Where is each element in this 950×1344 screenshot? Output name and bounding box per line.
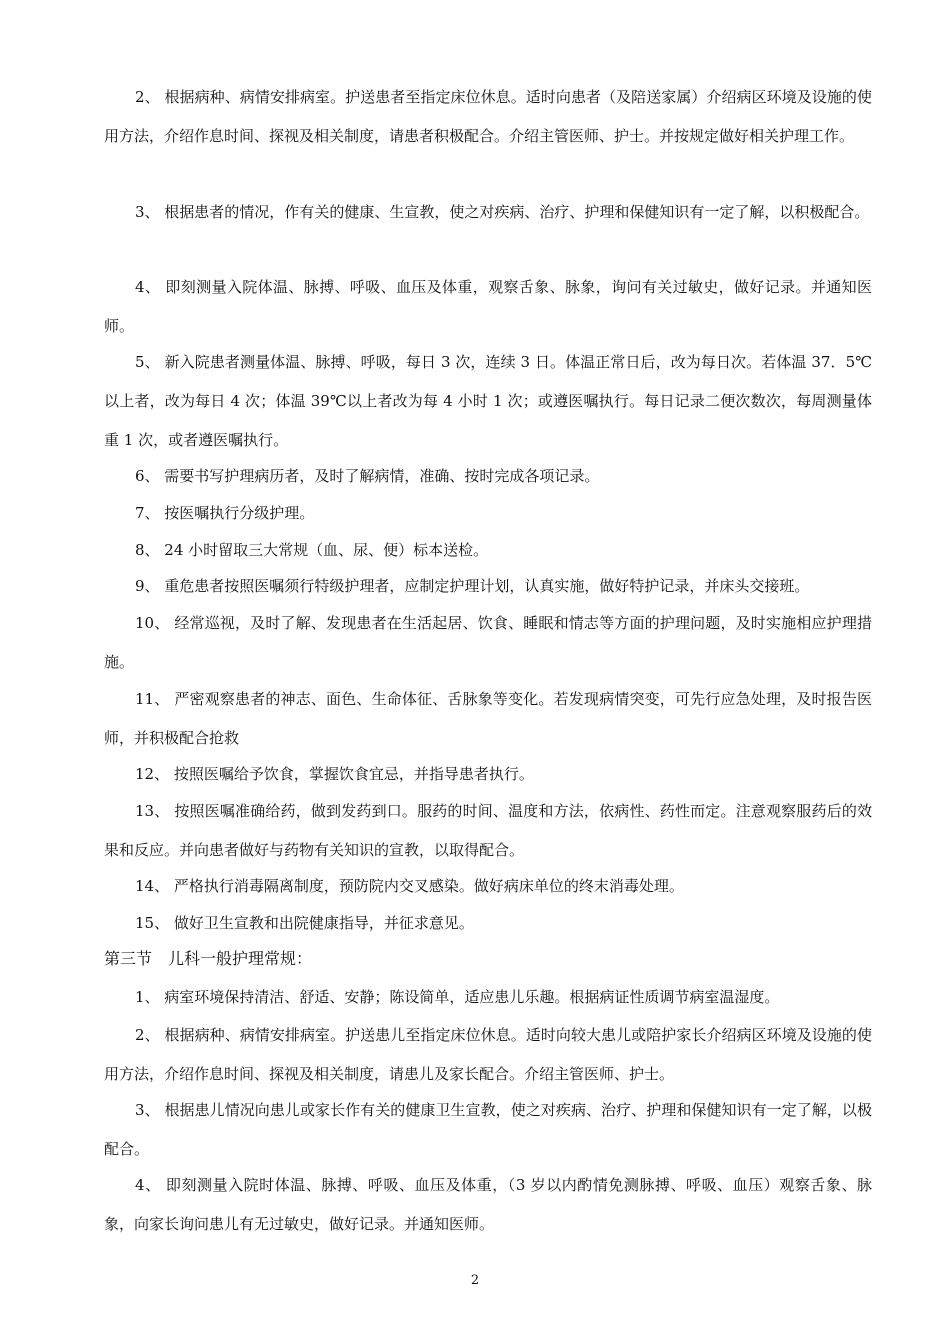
list-item: 4、 即刻测量入院体温、脉搏、呼吸、血压及体重，观察舌象、脉象，询问有关过敏史，做好记录。并通知医师。 bbox=[104, 278, 872, 335]
list-item: 10、 经常巡视，及时了解、发现患者在生活起居、饮食、睡眠和情志等方面的护理问题，及时实施相应护理措施。 bbox=[104, 614, 872, 671]
list-item: 12、 按照医嘱给予饮食，掌握饮食宜忌，并指导患者执行。 bbox=[135, 765, 534, 783]
list-item: 2、 根据病种、病情安排病室。护送患者至指定床位休息。适时向患者（及陪送家属）介绍病区环境及设施的使用方法，介绍作息时间、探视及相关制度，请患者积极配合。介绍主管医师、护士。并按规定做好相关护理工作。 bbox=[104, 88, 872, 145]
list-item: 13、 按照医嘱准确给药，做到发药到口。服药的时间、温度和方法，依病性、药性而定。注意观察服药后的效果和反应。并向患者做好与药物有关知识的宣教，以取得配合。 bbox=[104, 802, 872, 859]
list-item: 11、 严密观察患者的神志、面色、生命体征、舌脉象等变化。若发现病情突变，可先行应急处理，及时报告医师，并积极配合抢救 bbox=[104, 690, 872, 747]
list-item: 7、 按医嘱执行分级护理。 bbox=[135, 504, 315, 522]
list-item: 3、 根据患儿情况向患儿或家长作有关的健康卫生宣教，使之对疾病、治疗、护理和保健知识有一定了解，以极配合。 bbox=[104, 1101, 872, 1158]
list-item: 5、 新入院患者测量体温、脉搏、呼吸，每日 3 次，连续 3 日。体温正常日后，改为每日次。若体温 37．5℃以上者，改为每日 4 次；体温 39℃以上者改为每 4 小时 1 次；或遵医嘱执行。每日记录二便次数次，每周测量体重 1 次，或者遵医嘱执行。 bbox=[104, 353, 872, 449]
list-item: 9、 重危患者按照医嘱须行特级护理者，应制定护理计划，认真实施，做好特护记录，并床头交接班。 bbox=[135, 577, 810, 595]
list-item: 8、 24 小时留取三大常规（血、尿、便）标本送检。 bbox=[135, 541, 489, 559]
page-number: 2 bbox=[470, 1273, 480, 1288]
list-item: 14、 严格执行消毒隔离制度，预防院内交叉感染。做好病床单位的终末消毒处理。 bbox=[135, 877, 684, 895]
list-item: 1、 病室环境保持清洁、舒适、安静；陈设简单，适应患儿乐趣。根据病证性质调节病室温湿度。 bbox=[135, 988, 780, 1006]
list-item: 3、 根据患者的情况，作有关的健康、生宣教，使之对疾病、治疗、护理和保健知识有一定了解，以积极配合。 bbox=[135, 203, 870, 221]
list-item: 4、 即刻测量入院时体温、脉搏、呼吸、血压及体重，（3 岁以内酌情免测脉搏、呼吸、血压）观察舌象、脉象，向家长询问患儿有无过敏史，做好记录。并通知医师。 bbox=[104, 1176, 872, 1233]
section-heading: 第三节 儿科一般护理常规： bbox=[104, 949, 313, 968]
list-item: 6、 需要书写护理病历者，及时了解病情，准确、按时完成各项记录。 bbox=[135, 467, 600, 485]
list-item: 15、 做好卫生宣教和出院健康指导，并征求意见。 bbox=[135, 914, 474, 932]
list-item: 2、 根据病种、病情安排病室。护送患儿至指定床位休息。适时向较大患儿或陪护家长介绍病区环境及设施的使用方法，介绍作息时间、探视及相关制度，请患儿及家长配合。介绍主管医师、护士。 bbox=[104, 1026, 872, 1083]
